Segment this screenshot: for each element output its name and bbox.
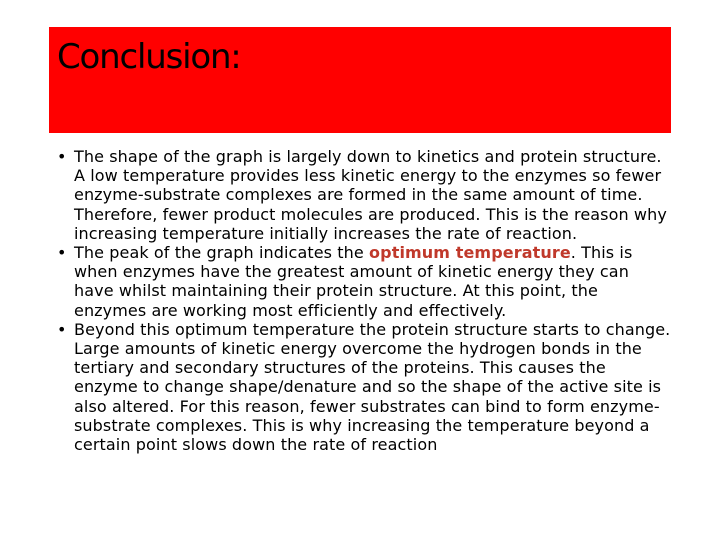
bullet-point-icon: •: [57, 243, 67, 263]
bullet-text: The shape of the graph is largely down to kinetics and protein structure. A low temperature provides less kinetic energy to the enzymes so fewer enzyme-substrate complexes are formed in the same amount of time. Therefore, fewer product molecules are produced. This is the reason why increasing temperature initially increases the rate of reaction.: [74, 147, 667, 243]
bullet-text-before: The peak of the graph indicates the: [74, 243, 370, 263]
bullet-point-icon: •: [57, 319, 67, 339]
bullet-item: [57, 147, 672, 243]
bullet-list: [57, 147, 672, 454]
title-banner: [49, 27, 671, 133]
bullet-item: [57, 320, 672, 454]
bullet-point-icon: •: [57, 147, 67, 166]
bullet-text-after: . This is when enzymes have the greatest amount of kinetic energy they can have whilst maintaining their protein structure. At this point, the enzymes are working most efficiently and effectively.: [74, 243, 633, 320]
bullet-item: [57, 243, 672, 320]
slide-title: Conclusion:: [57, 37, 241, 77]
slide-content: [57, 147, 672, 454]
bullet-text: Beyond this optimum temperature the protein structure starts to change. Large amounts of kinetic energy overcome the hydrogen bonds in the tertiary and secondary structures of the proteins. This causes the enzyme to change shape/denature and so the shape of the active site is also altered. For this reason, fewer substrates can bind to form enzyme-substrate complexes. This is why increasing the temperature beyond a certain point slows down the rate of reaction: [74, 319, 671, 455]
highlight-term: optimum temperature: [369, 243, 571, 263]
